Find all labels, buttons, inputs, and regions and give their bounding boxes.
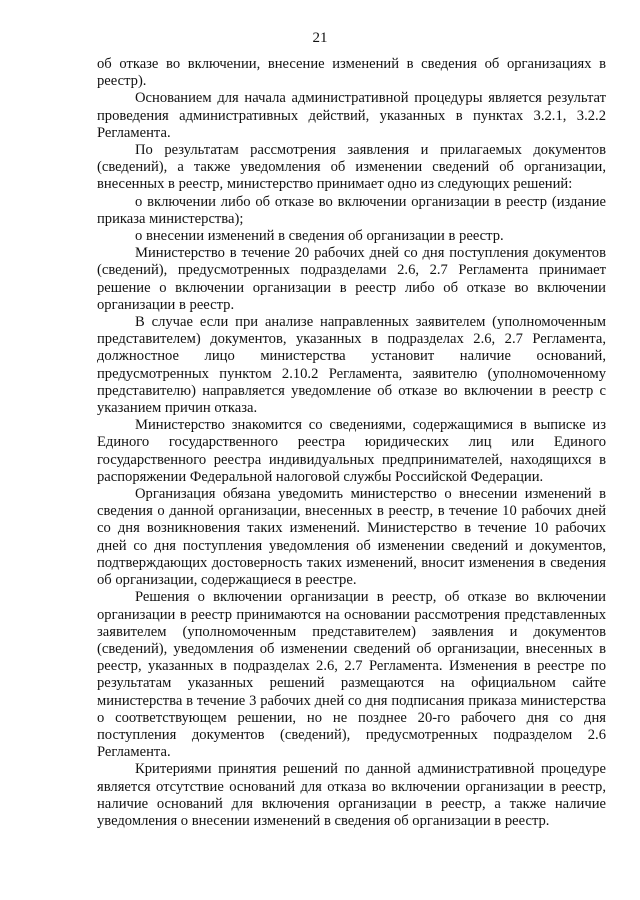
page-number: 21 — [312, 30, 328, 46]
paragraph-continuation: об отказе во включении, внесение изменений в сведения об организациях в реестр). — [97, 56, 606, 90]
paragraph: По результатам рассмотрения заявления и прилагаемых документов (сведений), а также уведомления об изменении сведений об организации, внесенных в реестр, министерство принимает одно из следующих решений: — [97, 142, 606, 193]
paragraph: о внесении изменений в сведения об организации в реестр. — [135, 228, 504, 245]
paragraph: о включении либо об отказе во включении организации в реестр (издание приказа министерства); — [97, 193, 606, 227]
paragraph: В случае если при анализе направленных заявителем (уполномоченным представителем) документов, указанных в подразделах 2.6, 2.7 Регламента, должностное лицо министерства установит наличие оснований, предусмотренных пунктом 2.10.2 Регламента, заявителю (уполномоченному представителю) направляется уведомление об отказе во включении в реестр с указанием причин отказа. — [97, 314, 606, 417]
paragraph: Организация обязана уведомить министерство о внесении изменений в сведения о данной организации, внесенных в реестр, в течение 10 рабочих дней со дня возникновения таких изменений. Министерство в течение 10 рабочих дней со дня поступления уведомления об изменении сведений и документов, подтверждающих достоверность таких изменений, вносит изменения в сведения об организации, содержащиеся в реестре. — [97, 486, 606, 589]
paragraph: Критериями принятия решений по данной административной процедуре является отсутствие оснований для отказа во включении организации в реестр, наличие оснований для включения организации в реестр, а также наличие уведомления о внесении изменений в сведения об организации в реестр. — [97, 761, 606, 829]
paragraph: Основанием для начала административной процедуры является результат проведения административных действий, указанных в пунктах 3.2.1, 3.2.2 Регламента. — [97, 90, 606, 141]
body-text — [97, 56, 606, 830]
paragraph: Решения о включении организации в реестр, об отказе во включении организации в реестр принимаются на основании рассмотрения представленных заявителем (уполномоченным представителем) заявления и документов (сведений), уведомления об изменении сведений об организации, внесенных в реестр, указанных в подразделах 2.6, 2.7 Регламента. Изменения в реестре по результатам указанных решений размещаются на официальном сайте министерства в течение 3 рабочих дней со дня подписания приказа министерства о соответствующем решении, но не позднее 20-го рабочего дня со дня поступления документов (сведений), предусмотренных подразделом 2.6 Регламента. — [97, 589, 606, 761]
paragraph: Министерство в течение 20 рабочих дней со дня поступления документов (сведений), предусмотренных подразделами 2.6, 2.7 Регламента принимает решение о включении организации в реестр либо об отказе во включении организации в реестр. — [97, 245, 606, 313]
paragraph: Министерство знакомится со сведениями, содержащимися в выписке из Единого государственного реестра юридических лиц или Единого государственного реестра индивидуальных предпринимателей, находящихся в распоряжении Федеральной налоговой службы Российской Федерации. — [97, 417, 606, 485]
